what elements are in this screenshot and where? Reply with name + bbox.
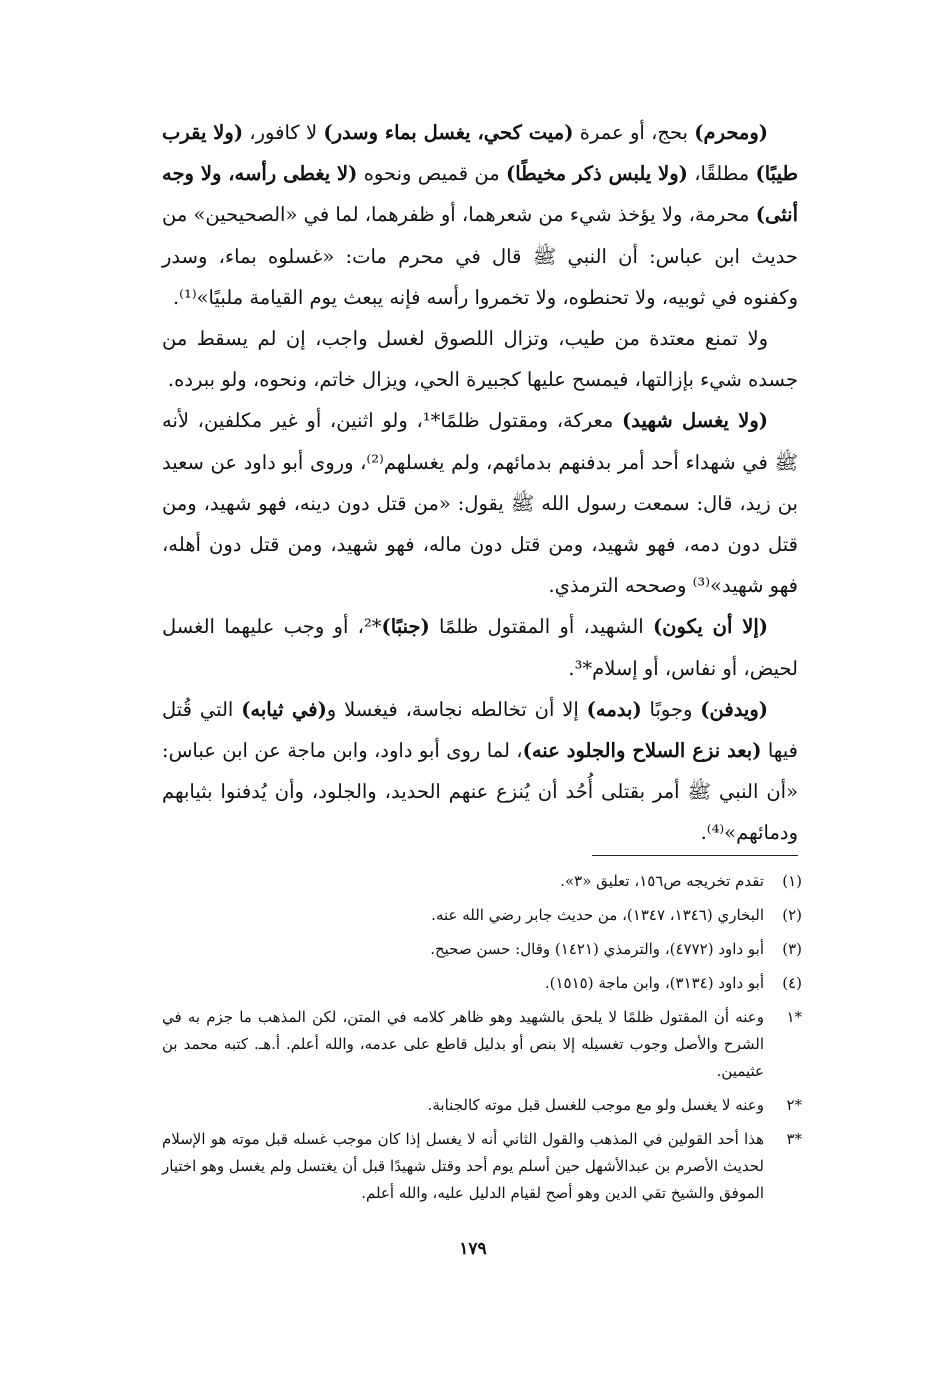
footnote-item bbox=[162, 1004, 802, 1085]
footnote-marker: (٤) bbox=[782, 974, 802, 992]
text-run: التي قُتل فيها bbox=[162, 697, 798, 763]
bold-phrase: (في ثيابه) bbox=[241, 697, 327, 721]
text-run: *²، أو وجب عليهما الغسل لحيض، أو نفاس، أو إسلام*³. bbox=[162, 615, 798, 680]
footnote-text: هذا أحد القولين في المذهب والقول الثاني أنه لا يغسل إذا كان موجب غسله قبل موته هو الإسلام لحديث الأصرم بن عبدالأشهل حين أسلم يوم أحد وقتل شهيدًا قبل أن يغتسل ولم يغسل وهو اختيار الموفق والشيخ تقي الدين وهو أصح لقيام الدليل عليه، والله أعلم. bbox=[162, 1130, 764, 1202]
text-run: معركة، ومقتول ظلمًا*¹، ولو اثنين، أو غير مكلفين، لأنه ﷺ في شهداء أحد أمر بدفنهم بدمائهم، ولم يغسلهم⁽²⁾، وروى أبو داود عن سعيد بن زيد، قال: سمعت رسول الله ﷺ يقول: «من قتل دون دينه، فهو شهيد، ومن قتل دون دمه، فهو شهيد، ومن قتل دون ماله، فهو شهيد، ومن قتل دون أهله، فهو شهيد»⁽³⁾ وصححه الترمذي. bbox=[162, 409, 799, 598]
bold-phrase: (إلا أن يكون) bbox=[652, 615, 769, 639]
text-run: بحج، أو عمرة bbox=[573, 121, 695, 144]
footnote-marker: *١ bbox=[786, 1008, 802, 1026]
footnote-item bbox=[162, 936, 802, 963]
paragraph-4 bbox=[162, 606, 798, 688]
bold-phrase: (ولا يغسل شهيد) bbox=[622, 409, 769, 433]
footnote-marker: *٣ bbox=[786, 1130, 802, 1148]
footnote-item bbox=[162, 902, 802, 929]
text-run: الشهيد، أو المقتول ظلمًا bbox=[429, 615, 653, 639]
footnote-marker: *٢ bbox=[786, 1096, 802, 1114]
bold-phrase: (ويدفن) bbox=[700, 697, 768, 721]
footnote-marker: (١) bbox=[782, 872, 802, 890]
bold-phrase: (جنبًا) bbox=[381, 615, 430, 639]
footnote-item bbox=[162, 1126, 802, 1207]
page-number: ١٧٩ bbox=[459, 1239, 487, 1259]
footnote-item bbox=[162, 1092, 802, 1119]
footnote-text: أبو داود (٣١٣٤)، وابن ماجة (١٥١٥). bbox=[544, 974, 764, 992]
text-run: إلا أن تخالطه نجاسة، فيغسلا و bbox=[326, 697, 587, 721]
text-run: ، لما روى أبو داود، وابن ماجة عن ابن عباس: «أن النبي ﷺ أمر بقتلى أُحُد أن يُنزع عنهم الحديد، والجلود، وأن يُدفنوا بثيابهم ودمائهم»⁽⁴⁾. bbox=[162, 739, 798, 845]
footnote-text: وعنه أن المقتول ظلمًا لا يلحق بالشهيد وهو ظاهر كلامه في المتن، لكن المذهب ما جزم به في الشرح والأصل وجوب تغسيله إلا بنص أو بدليل قاطع على عدمه، والله أعلم. أ.هـ. كتبه محمد بن عثيمين. bbox=[162, 1008, 764, 1080]
footnote-text: أبو داود (٤٧٧٢)، والترمذي (١٤٢١) وقال: حسن صحيح. bbox=[430, 940, 764, 958]
bold-phrase: (ولا يلبس ذكر مخيطًا) bbox=[506, 162, 688, 186]
footnote-item bbox=[162, 868, 802, 895]
footnote-item bbox=[162, 970, 802, 997]
footnote-text: تقدم تخريجه ص١٥٦، تعليق «٣». bbox=[560, 872, 764, 890]
bold-phrase: (ولا يقرب طيبًا) bbox=[162, 121, 798, 186]
footnote-marker: (٢) bbox=[782, 906, 802, 924]
paragraph-5 bbox=[162, 689, 798, 854]
footnote-text: وعنه لا يغسل ولو مع موجب للغسل قبل موته كالجنابة. bbox=[427, 1096, 764, 1114]
bold-phrase: (لا يغطى رأسه، ولا وجه أنثى) bbox=[162, 162, 798, 227]
footnote-text: البخاري (١٣٤٦، ١٣٤٧)، من حديث جابر رضي الله عنه. bbox=[431, 906, 764, 924]
footnote-separator bbox=[592, 855, 798, 856]
paragraph-2 bbox=[162, 318, 798, 400]
main-text bbox=[162, 112, 798, 854]
text-run: وجوبًا bbox=[641, 697, 701, 721]
bold-phrase: (بعد نزع السلاح والجلود عنه) bbox=[522, 739, 762, 763]
text-run: ولا تمنع معتدة من طيب، وتزال اللصوق لغسل واجب، إن لم يسقط من جسده شيء بإزالتها، فيمسح عليها كجبيرة الحي، ويزال خاتم، ونحوه، ولو ببرده. bbox=[162, 327, 798, 392]
bold-phrase: (ميت كحي، يغسل بماء وسدر) bbox=[323, 121, 574, 144]
text-run: من قميص ونحوه bbox=[357, 162, 507, 186]
paragraph-3 bbox=[162, 400, 798, 606]
text-run: مطلقًا، bbox=[687, 162, 756, 186]
paragraph-1 bbox=[162, 112, 798, 318]
bold-phrase: (بدمه) bbox=[586, 697, 642, 721]
text-run: لا كافور، bbox=[243, 121, 324, 144]
bold-phrase: (ومحرم) bbox=[694, 121, 768, 144]
footnote-marker: (٣) bbox=[782, 940, 802, 958]
text-run: محرمة، ولا يؤخذ شيء من شعرهما، أو ظفرهما، لما في «الصحيحين» من حديث ابن عباس: أن النبي ﷺ قال في محرم مات: «غسلوه بماء، وسدر وكفنوه في ثوبيه، ولا تحنطوه، ولا تخمروا رأسه فإنه يبعث يوم القيامة ملبيًا»⁽¹⁾. bbox=[162, 203, 798, 309]
footnotes bbox=[162, 868, 802, 1214]
